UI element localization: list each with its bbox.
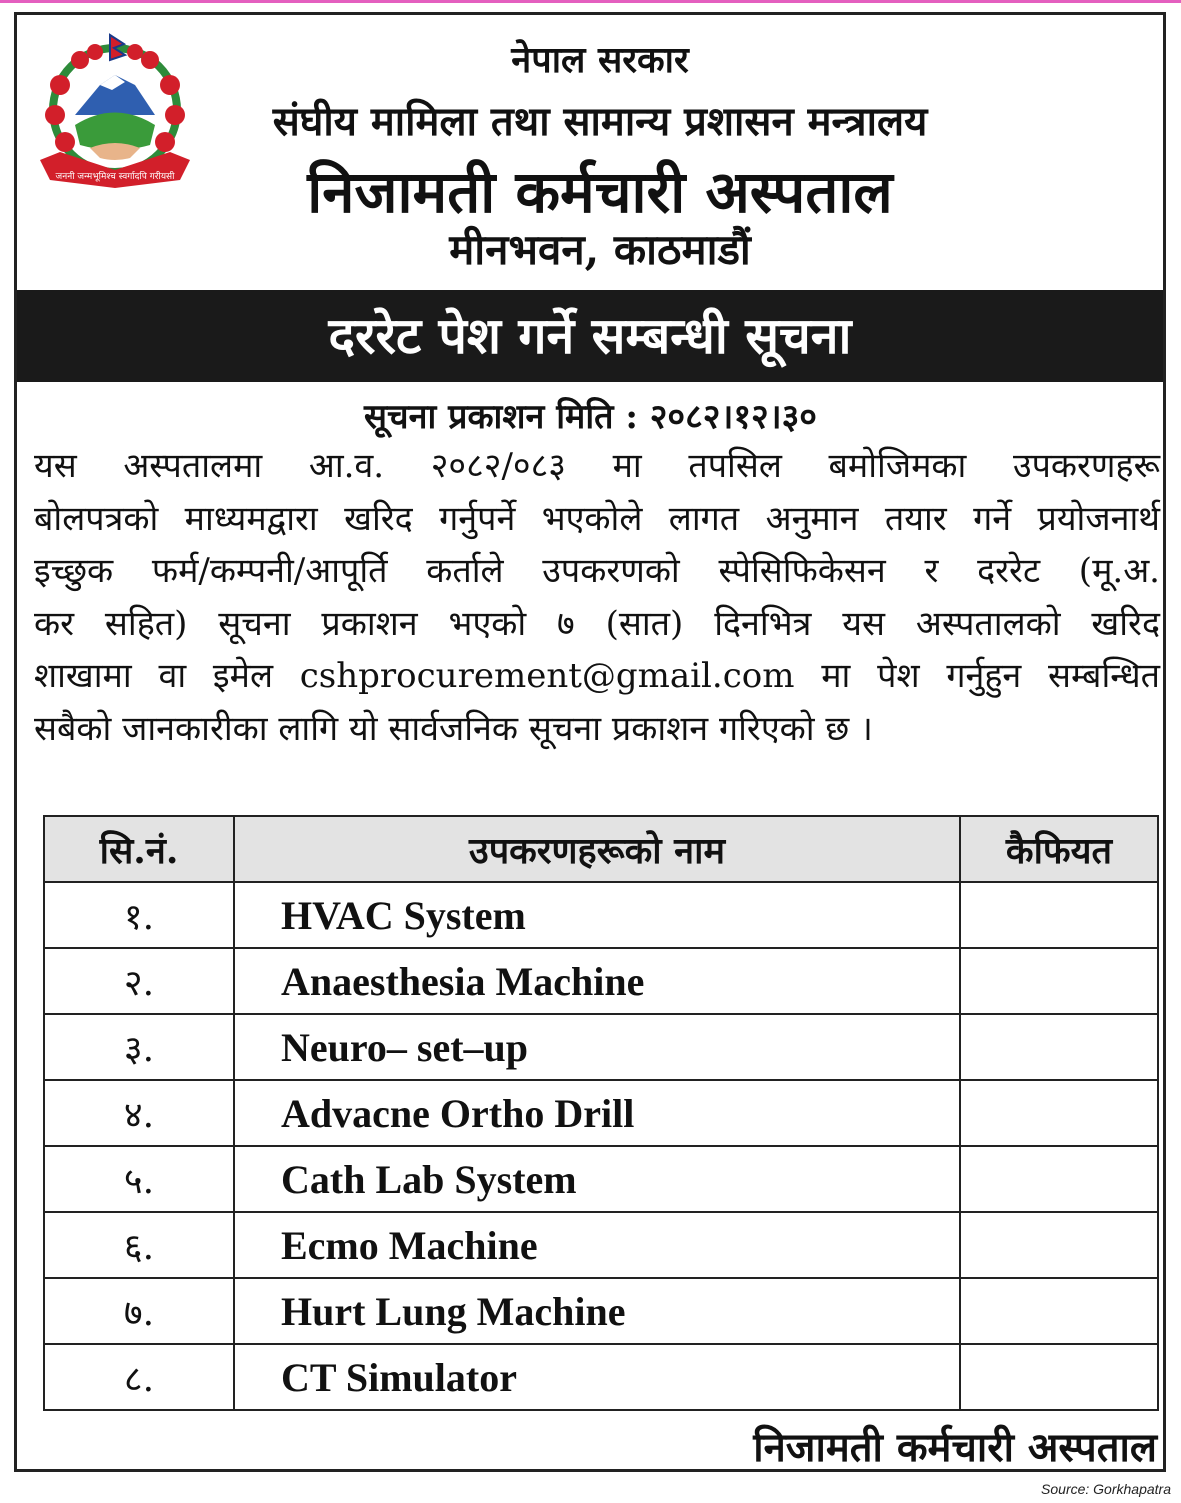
remarks-cell [960,948,1158,1014]
remarks-cell [960,1014,1158,1080]
remarks-cell [960,1278,1158,1344]
remarks-cell [960,1344,1158,1410]
publication-date: सूचना प्रकाशन मिति : २०८२।१२।३० [364,397,817,437]
equipment-name-cell: CT Simulator [234,1344,960,1410]
table-row [44,1146,1158,1212]
table-row [44,1344,1158,1410]
equipment-name-cell: Hurt Lung Machine [234,1278,960,1344]
serial-cell: ५. [44,1146,234,1212]
top-accent-line [0,0,1181,3]
equipment-name-cell: Anaesthesia Machine [234,948,960,1014]
body-line: बोलपत्रको माध्यमद्वारा खरिद गर्नुपर्ने भएकोले लागत अनुमान तयार गर्ने प्रयोजनार्थ [34,498,1160,539]
notice-body [34,440,1160,755]
remarks-cell [960,882,1158,948]
table-row [44,1278,1158,1344]
header-equipment-name: उपकरणहरूको नाम [234,816,960,882]
ministry-name: संघीय मामिला तथा सामान्य प्रशासन मन्त्रालय [272,98,928,145]
table-row [44,1080,1158,1146]
serial-cell: ८. [44,1344,234,1410]
emblem-motto: जननी जन्मभूमिश्च स्वर्गादपि गरीयसी [55,172,175,182]
table-row [44,1212,1158,1278]
notice-title-banner: दररेट पेश गर्ने सम्बन्धी सूचना [17,290,1163,382]
table-row [44,1014,1158,1080]
body-line: सबैको जानकारीका लागि यो सार्वजनिक सूचना प्रकाशन गरिएको छ । [34,708,873,749]
header-remarks: कैफियत [960,816,1158,882]
hospital-name: निजामती कर्मचारी अस्पताल [307,158,893,226]
remarks-cell [960,1146,1158,1212]
equipment-name-cell: Cath Lab System [234,1146,960,1212]
equipment-name-cell: Ecmo Machine [234,1212,960,1278]
remarks-cell [960,1080,1158,1146]
header-serial: सि.नं. [44,816,234,882]
serial-cell: ४. [44,1080,234,1146]
nepal-emblem-icon [30,30,200,195]
serial-cell: १. [44,882,234,948]
remarks-cell [960,1212,1158,1278]
body-line: यस अस्पतालमा आ.व. २०८२/०८३ मा तपसिल बमोजिमका उपकरणहरू [34,446,1160,486]
serial-cell: ६. [44,1212,234,1278]
signature: निजामती कर्मचारी अस्पताल [753,1424,1157,1471]
equipment-name-cell: Advacne Ortho Drill [234,1080,960,1146]
table-row [44,882,1158,948]
hospital-address: मीनभवन, काठमाडौं [449,225,751,274]
table-row [44,948,1158,1014]
government-name: नेपाल सरकार [511,39,689,81]
equipment-table [43,815,1159,1411]
body-line: कर सहित) सूचना प्रकाशन भएको ७ (सात) दिनभित्र यस अस्पतालको खरिद [34,603,1160,644]
serial-cell: २. [44,948,234,1014]
table-header-row [44,816,1158,882]
body-line: शाखामा वा इमेल cshprocurement@gmail.com मा पेश गर्नुहुन सम्बन्धित [34,656,1160,696]
body-line: इच्छुक फर्म/कम्पनी/आपूर्ति कर्ताले उपकरणको स्पेसिफिकेसन र दररेट (मू.अ. [34,551,1160,591]
serial-cell: ७. [44,1278,234,1344]
serial-cell: ३. [44,1014,234,1080]
equipment-name-cell: HVAC System [234,882,960,948]
source-credit: Source: Gorkhapatra [1041,1481,1171,1497]
equipment-name-cell: Neuro– set–up [234,1014,960,1080]
